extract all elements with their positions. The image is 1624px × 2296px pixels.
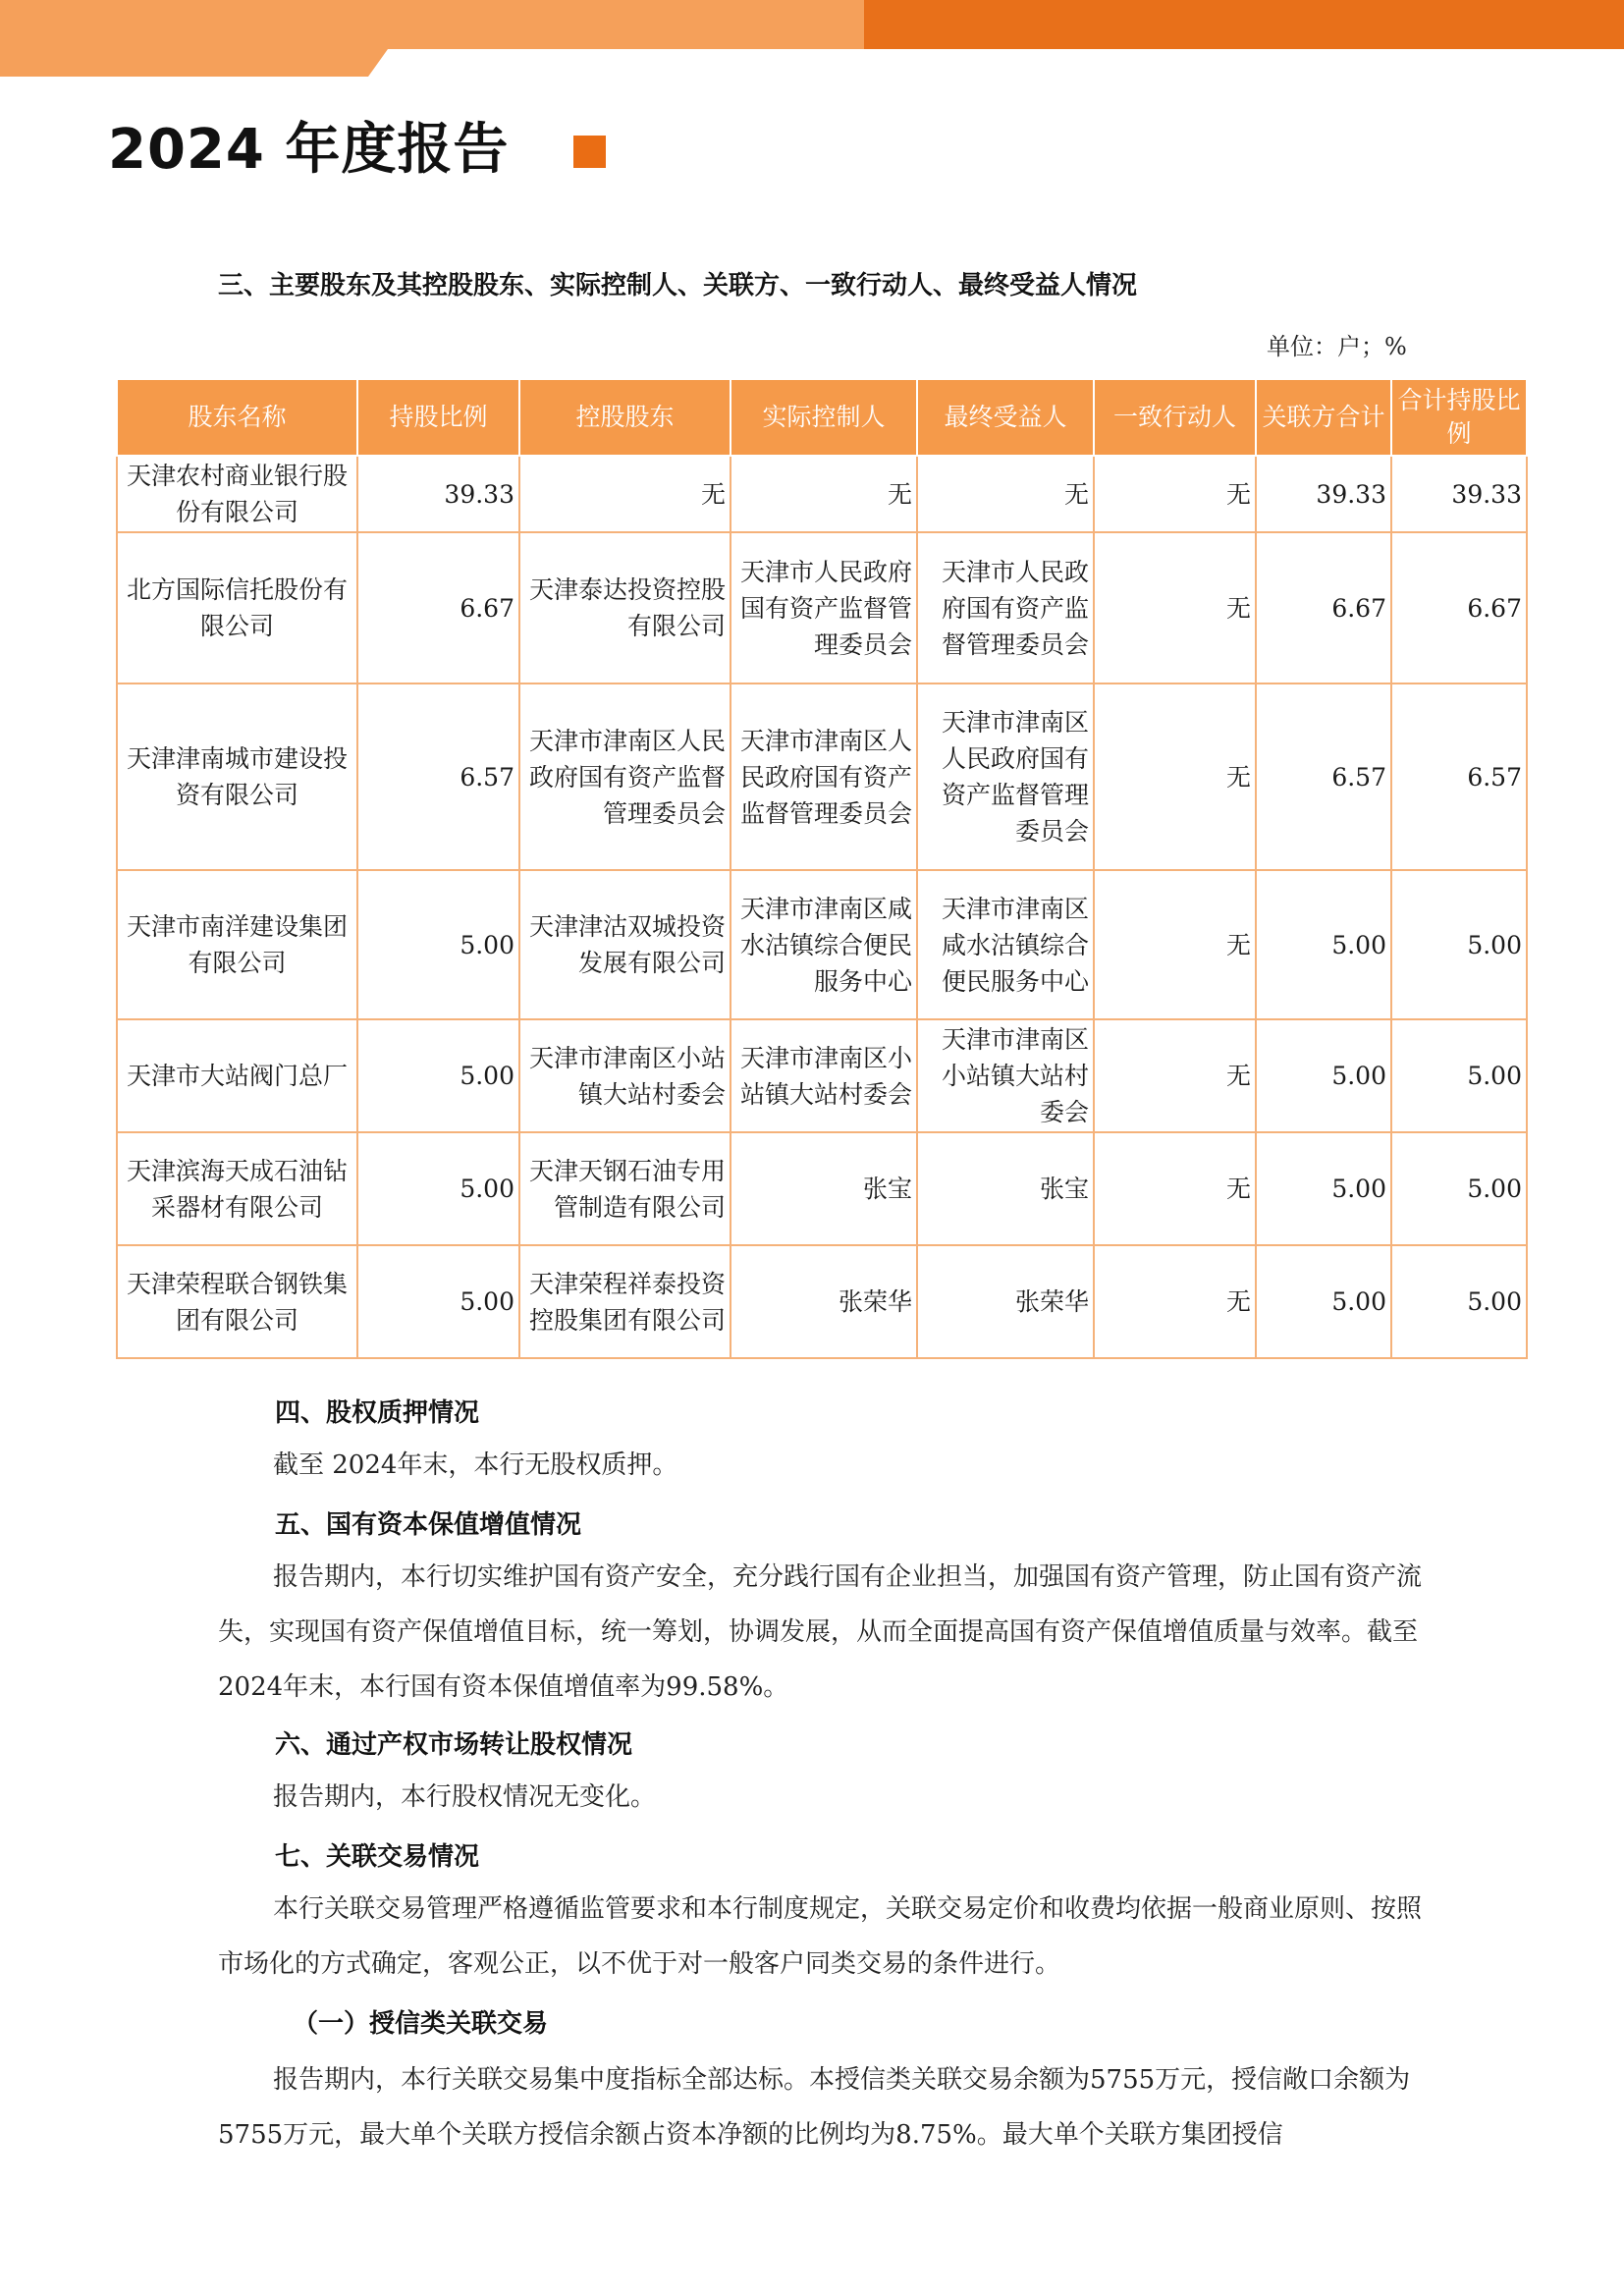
cell-beneficiary: 天津市津南区咸水沽镇综合便民服务中心	[917, 870, 1094, 1019]
table-row	[117, 683, 1527, 870]
cell-controlling: 天津津沽双城投资发展有限公司	[519, 870, 731, 1019]
col-actual-controller: 实际控制人	[731, 379, 917, 456]
cell-name: 北方国际信托股份有限公司	[117, 532, 357, 683]
cell-total-ratio: 6.57	[1391, 683, 1527, 870]
cell-related-total: 6.67	[1256, 532, 1391, 683]
shareholders-table	[116, 378, 1528, 1359]
cell-concert: 无	[1094, 870, 1256, 1019]
cell-ratio: 6.57	[357, 683, 519, 870]
table-row	[117, 870, 1527, 1019]
cell-controller: 天津市津南区小站镇大站村委会	[731, 1019, 917, 1132]
cell-controlling: 天津天钢石油专用管制造有限公司	[519, 1132, 731, 1245]
section5-text: 报告期内，本行切实维护国有资产安全，充分践行国有企业担当，加强国有资产管理，防止国有资产流失，实现国有资产保值增值目标，统一筹划，协调发展，从而全面提高国有资产保值增值质量与效率。截至2024年末，本行国有资本保值增值率为99.58%。	[218, 1562, 1423, 1702]
report-title: 2024 年度报告	[108, 118, 510, 182]
cell-related-total: 6.57	[1256, 683, 1391, 870]
cell-controlling: 天津市津南区人民政府国有资产监督管理委员会	[519, 683, 731, 870]
cell-related-total: 5.00	[1256, 1245, 1391, 1358]
section7-sub1-text: 报告期内，本行关联交易集中度指标全部达标。本授信类关联交易余额为5755万元，授信敞口余额为5755万元，最大单个关联方授信余额占资本净额的比例均为8.75%。最大单个关联方集团授信	[218, 2065, 1411, 2150]
cell-controller: 张荣华	[731, 1245, 917, 1358]
unit-label: 单位：户；%	[1267, 333, 1407, 360]
cell-total-ratio: 5.00	[1391, 1245, 1527, 1358]
cell-name: 天津滨海天成石油钻采器材有限公司	[117, 1132, 357, 1245]
cell-controller: 无	[731, 456, 917, 532]
section5-heading: 五、国有资本保值增值情况	[275, 1510, 582, 1540]
table-row	[117, 1132, 1527, 1245]
cell-related-total: 39.33	[1256, 456, 1391, 532]
section4-heading: 四、股权质押情况	[275, 1398, 480, 1428]
section4-text: 截至 2024年末，本行无股权质押。	[273, 1450, 678, 1480]
cell-concert: 无	[1094, 1245, 1256, 1358]
table-row	[117, 1019, 1527, 1132]
col-holding-ratio: 持股比例	[357, 379, 519, 456]
col-ultimate-beneficiary: 最终受益人	[917, 379, 1094, 456]
cell-beneficiary: 天津市津南区小站镇大站村委会	[917, 1019, 1094, 1132]
cell-beneficiary: 张宝	[917, 1132, 1094, 1245]
cell-controller: 天津市津南区咸水沽镇综合便民服务中心	[731, 870, 917, 1019]
cell-concert: 无	[1094, 1132, 1256, 1245]
cell-related-total: 5.00	[1256, 870, 1391, 1019]
section6-text: 报告期内，本行股权情况无变化。	[273, 1782, 657, 1812]
cell-ratio: 5.00	[357, 1245, 519, 1358]
title-accent-square	[573, 136, 606, 168]
cell-beneficiary: 天津市津南区人民政府国有资产监督管理委员会	[917, 683, 1094, 870]
cell-controlling: 天津泰达投资控股有限公司	[519, 532, 731, 683]
table-row	[117, 456, 1527, 532]
section7-heading: 七、关联交易情况	[275, 1842, 480, 1872]
cell-ratio: 6.67	[357, 532, 519, 683]
col-concert-party: 一致行动人	[1094, 379, 1256, 456]
cell-name: 天津荣程联合钢铁集团有限公司	[117, 1245, 357, 1358]
cell-related-total: 5.00	[1256, 1019, 1391, 1132]
cell-name: 天津农村商业银行股份有限公司	[117, 456, 357, 532]
cell-total-ratio: 5.00	[1391, 870, 1527, 1019]
section7-sub1-heading: （一）授信类关联交易	[293, 2009, 549, 2039]
cell-name: 天津市大站阀门总厂	[117, 1019, 357, 1132]
cell-total-ratio: 5.00	[1391, 1132, 1527, 1245]
cell-ratio: 5.00	[357, 870, 519, 1019]
cell-total-ratio: 39.33	[1391, 456, 1527, 532]
section7-text: 本行关联交易管理严格遵循监管要求和本行制度规定，关联交易定价和收费均依据一般商业原则、按照市场化的方式确定，客观公正，以不优于对一般客户同类交易的条件进行。	[218, 1894, 1423, 1979]
section3-heading: 三、主要股东及其控股股东、实际控制人、关联方、一致行动人、最终受益人情况	[218, 271, 1138, 301]
cell-concert: 无	[1094, 683, 1256, 870]
cell-controller: 天津市津南区人民政府国有资产监督管理委员会	[731, 683, 917, 870]
col-shareholder-name: 股东名称	[117, 379, 357, 456]
section6-heading: 六、通过产权市场转让股权情况	[275, 1730, 633, 1760]
cell-concert: 无	[1094, 456, 1256, 532]
cell-name: 天津市南洋建设集团有限公司	[117, 870, 357, 1019]
cell-controlling: 天津荣程祥泰投资控股集团有限公司	[519, 1245, 731, 1358]
cell-ratio: 5.00	[357, 1132, 519, 1245]
cell-concert: 无	[1094, 532, 1256, 683]
table-row	[117, 532, 1527, 683]
cell-beneficiary: 张荣华	[917, 1245, 1094, 1358]
cell-beneficiary: 天津市人民政府国有资产监督管理委员会	[917, 532, 1094, 683]
cell-concert: 无	[1094, 1019, 1256, 1132]
cell-ratio: 39.33	[357, 456, 519, 532]
cell-total-ratio: 6.67	[1391, 532, 1527, 683]
table-row	[117, 1245, 1527, 1358]
cell-total-ratio: 5.00	[1391, 1019, 1527, 1132]
col-total-ratio: 合计持股比例	[1391, 379, 1527, 456]
header-band	[0, 0, 1624, 77]
table-header-row	[117, 379, 1527, 456]
col-controlling-shareholder: 控股股东	[519, 379, 731, 456]
cell-controller: 张宝	[731, 1132, 917, 1245]
cell-controller: 天津市人民政府国有资产监督管理委员会	[731, 532, 917, 683]
cell-controlling: 无	[519, 456, 731, 532]
col-related-total: 关联方合计	[1256, 379, 1391, 456]
cell-controlling: 天津市津南区小站镇大站村委会	[519, 1019, 731, 1132]
cell-beneficiary: 无	[917, 456, 1094, 532]
cell-ratio: 5.00	[357, 1019, 519, 1132]
cell-name: 天津津南城市建设投资有限公司	[117, 683, 357, 870]
cell-related-total: 5.00	[1256, 1132, 1391, 1245]
